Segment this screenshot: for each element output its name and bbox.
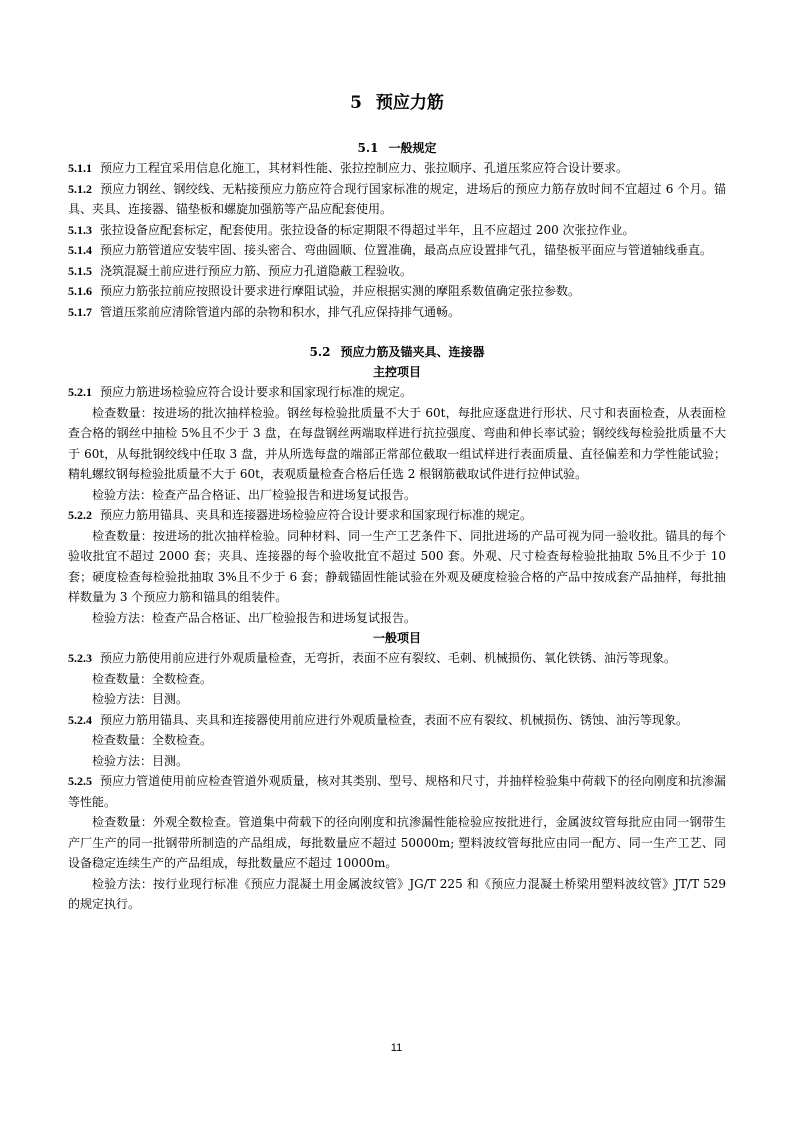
clause-number: 5.1.3 [68, 222, 92, 237]
clause-5-1-4 [68, 240, 726, 261]
inspection-method: 检验方法：检查产品合格证、出厂检验报告和进场复试报告。 [92, 610, 417, 625]
clause-5-1-1 [68, 158, 726, 179]
clause-number: 5.2.1 [68, 385, 92, 399]
page-number: 11 [390, 1042, 403, 1054]
clause-text: 预应力筋用锚具、夹具和连接器进场检验应符合设计要求和国家现行标准的规定。 [100, 508, 533, 522]
section-title-5-1 [68, 138, 726, 158]
inspection-method: 检验方法：按行业现行标准《预应力混凝土用金属波纹管》JG/T 225 和《预应力混凝土桥梁用塑料波纹管》JT/T 529 的规定执行。 [68, 876, 726, 911]
clause-5-2-5 [68, 771, 726, 812]
chapter-title-text: 预应力筋 [375, 93, 444, 113]
clause-number: 5.2.2 [68, 508, 92, 522]
chapter-number: 5 [350, 93, 362, 113]
clause-text: 预应力筋张拉前应按照设计要求进行摩阻试验，并应根据实测的摩阻系数值确定张拉参数。 [100, 284, 581, 298]
clause-number: 5.1.4 [68, 243, 92, 257]
section-number: 5.1 [357, 141, 379, 155]
clause-number: 5.1.2 [68, 181, 92, 196]
clause-5-2-3 [68, 648, 726, 669]
clause-5-1-5 [68, 261, 726, 282]
clause-number: 5.1.5 [68, 263, 92, 278]
clause-5-2-1 [68, 382, 726, 403]
clause-5-2-4 [68, 710, 726, 731]
inspection-quantity: 检查数量：外观全数检查。管道集中荷载下的径向刚度和抗渗漏性能检验应按批进行，金属波纹管每批应由同一钢带生产厂生产的同一批钢带所制造的产品组成，每批数量应不超过 50000m; 塑料波纹管每批应由同一配方、同一生产工艺、同设备稳定连续生产的产品组成，每批数量应不超过 10000m。 [68, 815, 726, 870]
clause-5-1-7 [68, 302, 726, 323]
page-content [68, 92, 726, 915]
clause-number: 5.2.5 [68, 774, 92, 788]
main-items-heading: 主控项目 [372, 365, 421, 379]
clause-5-2-2 [68, 505, 726, 526]
clause-5-1-2 [68, 179, 726, 220]
inspection-method: 检验方法：检查产品合格证、出厂检验报告和进场复试报告。 [92, 487, 417, 502]
section-title-5-2 [68, 342, 726, 362]
clause-text: 预应力工程宜采用信息化施工，其材料性能、张拉控制应力、张拉顺序、孔道压浆应符合设计要求。 [100, 161, 629, 175]
clause-text: 预应力筋使用前应进行外观质量检查，无弯折，表面不应有裂纹、毛刺、机械损伤、氧化铁锈、油污等现象。 [100, 651, 677, 665]
clause-text: 预应力筋进场检验应符合设计要求和国家现行标准的规定。 [100, 385, 413, 399]
spacer [68, 322, 726, 342]
inspection-quantity: 检查数量：按进场的批次抽样检验。钢丝每检验批质量不大于 60t，每批应逐盘进行形状、尺寸和表面检查，从表面检查合格的钢丝中抽检 5%且不少于 3 盘，在每盘钢丝两端取样进行抗拉强度、弯曲和伸长率试验；钢绞线每检验批质量不大于 60t，从每批钢绞线中任取 3 盘，并从所选每盘的端部正常部位截取一组试样进行表面质量、直径偏差和力学性能试验；精轧螺纹钢每检验批质量不大于 60t，表观质量检查合格后任选 2 根钢筋截取试件进行拉伸试验。 [68, 405, 726, 481]
inspection-quantity: 检查数量：全数检查。 [92, 733, 213, 747]
section-number: 5.2 [309, 345, 331, 359]
inspection-quantity: 检查数量：按进场的批次抽样检验。同种材料、同一生产工艺条件下、同批进场的产品可视为同一验收批。锚具的每个验收批宜不超过 2000 套；夹具、连接器的每个验收批宜不超过 500 套。外观、尺寸检查每检验批抽取 5%且不少于 10 套；硬度检查每检验批抽取 3%且不少于 6 套；静载锚固性能试验在外观及硬度检验合格的产品中按成套产品抽样，每批抽样数量为 3 个预应力筋和锚具的组装件。 [68, 528, 726, 604]
inspection-quantity: 检查数量：全数检查。 [92, 671, 213, 686]
clause-5-1-6 [68, 281, 726, 302]
clause-text: 预应力筋用锚具、夹具和连接器使用前应进行外观质量检查，表面不应有裂纹、机械损伤、锈蚀、油污等现象。 [100, 712, 689, 727]
clause-number: 5.2.3 [68, 651, 92, 665]
clause-text: 预应力管道使用前应检查管道外观质量，核对其类别、型号、规格和尺寸，并抽样检验集中荷载下的径向刚度和抗渗漏等性能。 [68, 774, 726, 809]
clause-text: 预应力筋管道应安装牢固、接头密合、弯曲圆顺、位置准确，最高点应设置排气孔，锚垫板平面应与管道轴线垂直。 [100, 243, 713, 257]
clause-number: 5.1.1 [68, 161, 92, 175]
inspection-method: 检验方法：目测。 [92, 692, 189, 706]
section-title-text: 预应力筋及锚夹具、连接器 [340, 345, 485, 359]
clause-5-1-3 [68, 220, 726, 241]
clause-text: 管道压浆前应清除管道内部的杂物和积水，排气孔应保持排气通畅。 [100, 304, 461, 319]
chapter-title [68, 92, 726, 114]
clause-text: 张拉设备应配套标定，配套使用。张拉设备的标定期限不得超过半年，且不应超过 200 次张拉作业。 [100, 222, 635, 237]
inspection-method: 检验方法：目测。 [92, 753, 189, 768]
clause-number: 5.2.4 [68, 712, 92, 727]
clause-text: 浇筑混凝土前应进行预应力筋、预应力孔道隐蔽工程验收。 [100, 263, 413, 278]
general-items-heading: 一般项目 [372, 631, 421, 645]
section-title-text: 一般规定 [388, 141, 437, 155]
clause-number: 5.1.6 [68, 284, 92, 298]
clause-number: 5.1.7 [68, 304, 92, 319]
clause-text: 预应力钢丝、钢绞线、无粘接预应力筋应符合现行国家标准的规定，进场后的预应力筋存放时间不宜超过 6 个月。锚具、夹具、连接器、锚垫板和螺旋加强筋等产品应配套使用。 [68, 181, 726, 216]
